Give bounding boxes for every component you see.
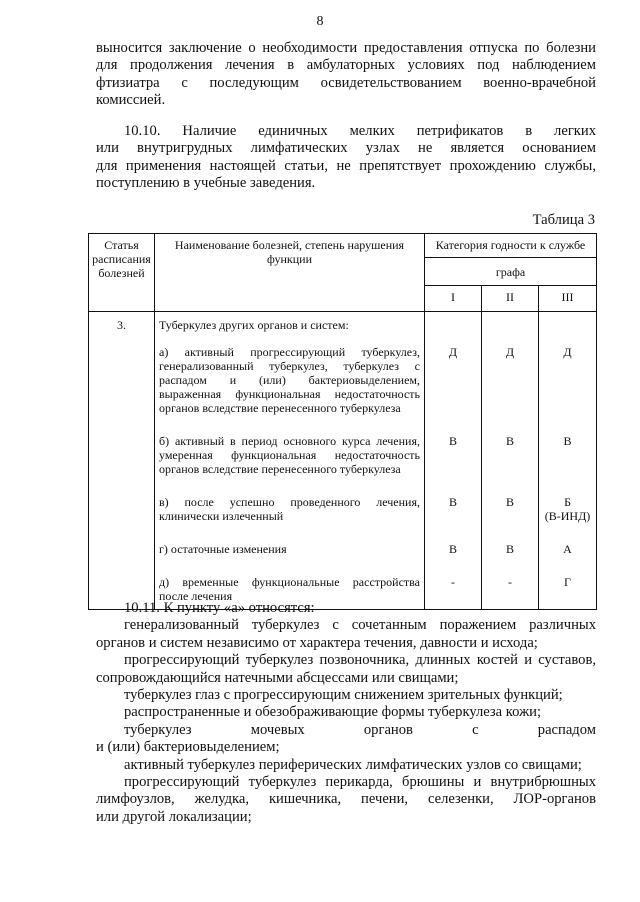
- intro-paragraph: [96, 40, 596, 110]
- text-line: или другой локализации;: [96, 808, 252, 825]
- row-e-text: д) временные функциональные расстройства после лечения: [159, 575, 420, 603]
- cell: -: [451, 575, 455, 589]
- fitness-table: [88, 233, 597, 610]
- text-line: туберкулез глаз с прогрессирующим снижением зрительных функций;: [124, 687, 563, 704]
- header-grafa: графа: [425, 258, 597, 286]
- cell-stack: [539, 495, 596, 529]
- paragraph-10-11: [96, 600, 596, 826]
- text-line: для применения настоящей статьи, не препятствует прохождению службы,: [96, 157, 596, 174]
- header-category: Категория годности к службе: [425, 234, 597, 258]
- cell: В: [448, 434, 457, 448]
- row-d-text: г) остаточные изменения: [159, 542, 287, 556]
- text-line: сопровождающийся натечными абсцессами или свищами;: [96, 669, 459, 686]
- cell: В: [448, 542, 457, 556]
- text-line: фтизиатра с последующим освидетельствованием военно-врачебной: [96, 74, 596, 91]
- paragraph-10-10: [96, 123, 596, 193]
- category-col-2: [482, 312, 539, 610]
- cell: В: [505, 495, 514, 509]
- text-line: прогрессирующий туберкулез перикарда, брюшины и внутрибрюшных: [124, 774, 596, 791]
- cell: Б: [564, 495, 571, 509]
- text-line: прогрессирующий туберкулез позвоночника, длинных костей и суставов,: [124, 652, 596, 669]
- text-line: выносится заключение о необходимости предоставления отпуска по болезни: [96, 40, 596, 56]
- text-line: генерализованный туберкулез с сочетанным поражением различных: [124, 617, 596, 634]
- cell: -: [508, 575, 512, 589]
- text-line: активный туберкулез периферических лимфатических узлов со свищами;: [124, 756, 582, 773]
- text-line: лимфоузлов, желудка, кишечника, печени, селезенки, ЛОР-органов: [96, 791, 596, 808]
- cell: В: [448, 495, 457, 509]
- cell: А: [563, 542, 572, 556]
- section-heading: 10.11. К пункту «а» относятся:: [124, 600, 315, 616]
- row-a-text: а) активный прогрессирующий туберкулез, генерализованный туберкулез, туберкулез с распадом и (или) бактериовыделением, выраженная функциональная недостаточность органов вследствие перенесенного туберкулеза: [159, 345, 420, 415]
- category-col-1: [425, 312, 482, 610]
- cell: В: [563, 434, 572, 448]
- header-col-2: II: [482, 286, 539, 312]
- header-disease: Наименование болезней, степень нарушения функции: [155, 234, 425, 312]
- row-c-text: в) после успешно проведенного лечения, клинически излеченный: [159, 495, 420, 523]
- cell: В: [505, 542, 514, 556]
- text-line: для продолжения лечения в амбулаторных условиях под наблюдением: [96, 57, 596, 74]
- text-line: поступлению в учебные заведения.: [96, 175, 316, 192]
- row-b-text: б) активный в период основного курса лечения, умеренная функциональная недостаточность органов вследствие перенесенного туберкулеза: [159, 434, 420, 476]
- text-line: комиссией.: [96, 92, 166, 109]
- cell: Д: [505, 345, 515, 359]
- category-col-3: [539, 312, 597, 610]
- article-number: 3.: [89, 312, 155, 610]
- header-article: Статья расписания болезней: [89, 234, 155, 312]
- header-col-3: III: [539, 286, 597, 312]
- header-col-1: I: [425, 286, 482, 312]
- text-line: органов и систем независимо от характера течения, давности и исхода;: [96, 634, 538, 651]
- cell: В: [505, 434, 514, 448]
- cell: Д: [563, 345, 572, 359]
- text-line: или внутригрудных лимфатических узлах не является основанием: [96, 140, 596, 157]
- cell: Д: [448, 345, 458, 359]
- page-number: 8: [316, 14, 324, 29]
- text-line: 10.10. Наличие единичных мелких петрификатов в легких: [124, 123, 596, 139]
- text-line: и (или) бактериовыделением;: [96, 739, 280, 756]
- disease-column: [155, 312, 425, 610]
- text-line: туберкулез мочевых органов с распадом: [124, 721, 596, 738]
- cell: Г: [564, 575, 571, 589]
- table-title: Туберкулез других органов и систем:: [159, 318, 349, 332]
- table-caption: Таблица 3: [532, 212, 595, 228]
- text-line: распространенные и обезображивающие формы туберкулеза кожи;: [124, 704, 542, 721]
- cell: (В-ИНД): [544, 509, 591, 523]
